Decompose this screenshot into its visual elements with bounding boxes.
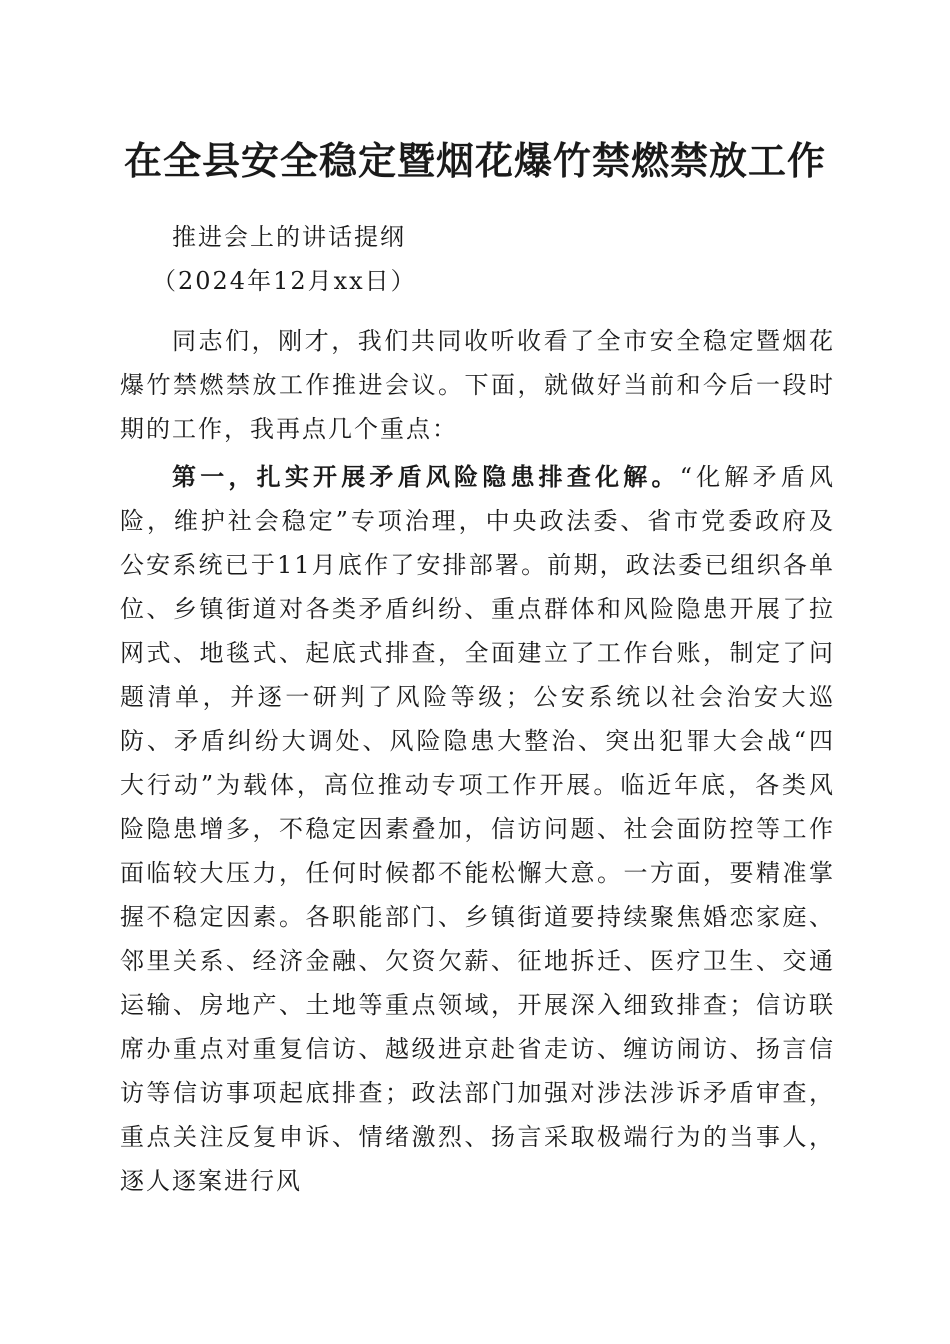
section-one-paragraph xyxy=(120,455,835,1203)
document-title: 在全县安全稳定暨烟花爆竹禁燃禁放工作 xyxy=(123,138,826,183)
document-subtitle: 推进会上的讲话提纲 xyxy=(172,223,406,251)
intro-paragraph: 同志们，刚才，我们共同收听收看了全市安全稳定暨烟花爆竹禁燃禁放工作推进会议。下面，就做好当前和今后一段时期的工作，我再点几个重点： xyxy=(120,327,835,443)
document-date: （2024年12月xx日） xyxy=(152,267,417,295)
section-one-lead: 第一，扎实开展矛盾风险隐患排查化解。 xyxy=(172,462,680,491)
section-one-body: “化解矛盾风险，维护社会稳定”专项治理，中央政法委、省市党委政府及公安系统已于11月底作了安排部署。前期，政法委已组织各单位、乡镇街道对各类矛盾纠纷、重点群体和风险隐患开展了拉网式、地毯式、起底式排查，全面建立了工作台账，制定了问题清单，并逐一研判了风险等级；公安系统以社会治安大巡防、矛盾纠纷大调处、风险隐患大整治、突出犯罪大会战“四大行动”为载体，高位推动专项工作开展。临近年底，各类风险隐患增多，不稳定因素叠加，信访问题、社会面防控等工作面临较大压力，任何时候都不能松懈大意。一方面，要精准掌握不稳定因素。各职能部门、乡镇街道要持续聚焦婚恋家庭、邻里关系、经济金融、欠资欠薪、征地拆迁、医疗卫生、交通运输、房地产、土地等重点领域，开展深入细致排查；信访联席办重点对重复信访、越级进京赴省走访、缠访闹访、扬言信访等信访事项起底排查；政法部门加强对涉法涉诉矛盾审查，重点关注反复申诉、情绪激烈、扬言采取极端行为的当事人，逐人逐案进行风 xyxy=(120,463,835,1195)
